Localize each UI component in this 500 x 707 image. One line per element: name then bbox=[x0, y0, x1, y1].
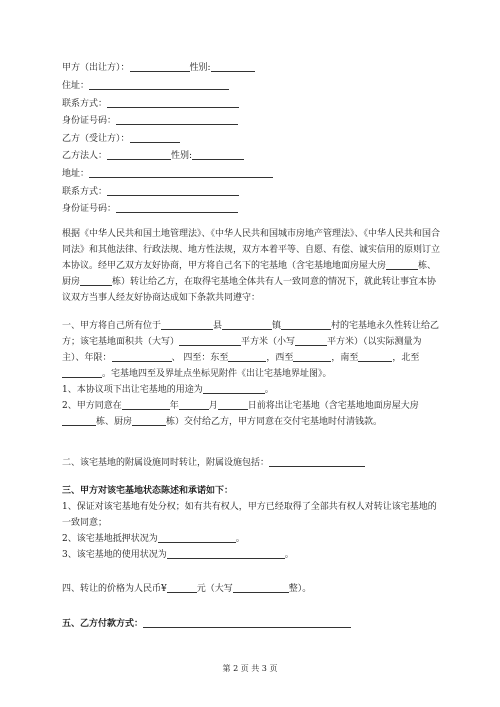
section3-title: 三、甲方对该宅基地状态陈述和承诺如下： bbox=[62, 486, 234, 496]
party-b-legal-label: 乙方法人： bbox=[62, 151, 108, 161]
section1-item2-f: 栋）交付给乙方，甲方同意在交付宅基地时付清钱款。 bbox=[166, 417, 383, 427]
section1-text-j: ，北至 bbox=[392, 353, 420, 363]
party-a-address-line bbox=[62, 79, 229, 92]
section4-text-b: 元（大写 bbox=[196, 584, 233, 594]
section1-west-blank[interactable] bbox=[293, 351, 331, 362]
section3-item3-end: 。 bbox=[284, 550, 294, 560]
section1-term-blank[interactable] bbox=[112, 351, 172, 362]
section3-item2-end: 。 bbox=[235, 534, 245, 544]
intro-kitchen-count-blank[interactable] bbox=[80, 275, 112, 286]
party-a-id-label: 身份证号码： bbox=[62, 116, 117, 126]
section2-text: 二、该宅基地的附属设施同时转让，附属设施包括： bbox=[62, 458, 270, 468]
party-a-name-label: 甲方（出让方）： bbox=[62, 63, 130, 73]
party-b-name-line bbox=[62, 132, 180, 145]
party-b-name-blank[interactable] bbox=[130, 132, 180, 143]
section1-area-lower-blank[interactable] bbox=[295, 335, 327, 346]
section1-north-blank[interactable] bbox=[62, 367, 102, 378]
intro-text-2: 栋、厨房 bbox=[62, 261, 437, 287]
section-3 bbox=[62, 483, 440, 563]
party-a-name-blank[interactable] bbox=[130, 61, 190, 72]
section1-text-k: 。宅基地四至及界址点坐标见附件《出让宅基地界址图》。 bbox=[102, 369, 332, 379]
party-a-contact-line bbox=[62, 97, 239, 110]
section5-text: 五、乙方付款方式： bbox=[62, 619, 144, 629]
section-2 bbox=[62, 456, 365, 469]
section3-usage-blank[interactable] bbox=[167, 548, 285, 559]
party-a-id-line bbox=[62, 114, 238, 127]
party-a-id-blank[interactable] bbox=[116, 114, 238, 125]
section1-text-e: 平方米（小写 bbox=[241, 337, 296, 347]
party-b-legal-line bbox=[62, 149, 244, 162]
party-b-name-label: 乙方（受让方）： bbox=[62, 134, 130, 144]
section1-item2-e: 栋、厨房 bbox=[96, 417, 133, 427]
section4-price-blank[interactable] bbox=[167, 582, 197, 593]
section1-item2-b: 年 bbox=[169, 401, 179, 411]
section3-mortgage-blank[interactable] bbox=[158, 532, 236, 543]
section1-text-h: ，西至 bbox=[266, 353, 294, 363]
section1-usage-blank[interactable] bbox=[203, 383, 265, 394]
section4-price-upper-blank[interactable] bbox=[233, 582, 289, 593]
party-a-gender-label: 性别: bbox=[189, 63, 211, 73]
section5-payment-blank[interactable] bbox=[143, 617, 351, 628]
section1-year-blank[interactable] bbox=[122, 399, 170, 410]
section3-item1: 1、保证对该宅基地有处分权；如有共有权人，甲方已经取得了全部共有权人对转让该宅基地的一致同意； bbox=[62, 502, 437, 528]
section1-text-g: 、 四至：东至 bbox=[171, 353, 229, 363]
section1-town-blank[interactable] bbox=[222, 319, 272, 330]
intro-house-count-blank[interactable] bbox=[386, 259, 418, 270]
section1-item1-end: 。 bbox=[264, 385, 274, 395]
section1-text-f: 平方米）（以实际测量为主）、年限： bbox=[62, 337, 422, 363]
party-b-address-line bbox=[62, 167, 273, 180]
section1-month-blank[interactable] bbox=[179, 399, 209, 410]
section4-text-c: 整）。 bbox=[288, 584, 312, 594]
intro-paragraph bbox=[62, 226, 440, 306]
party-b-contact-blank[interactable] bbox=[107, 185, 239, 196]
section1-area-upper-blank[interactable] bbox=[179, 335, 241, 346]
intro-text-1: 根据《中华人民共和国土地管理法》、《中华人民共和国城市房地产管理法》、《中华人民共和国合同法》和其他法律、行政法规、地方性法规，双方本着平等、自愿、有偿、诚实信用的原则订立本协议。经甲乙双方友好协商，甲方将自己名下的宅基地（含宅基地地面房屋大房 bbox=[62, 229, 441, 271]
section1-text-d: 村的宅基地永久性转让给乙方；该宅基地面积共（大写） bbox=[62, 321, 440, 347]
party-a-gender-blank[interactable] bbox=[211, 61, 255, 72]
section1-text-a: 一、甲方将自己所有位于 bbox=[62, 321, 162, 331]
section2-facilities-blank[interactable] bbox=[269, 456, 365, 467]
party-b-address-blank[interactable] bbox=[89, 167, 273, 178]
section1-item2-d: 日前将出让宅基地（含宅基地地面房屋大房 bbox=[247, 401, 419, 411]
section1-item2-kitchen-blank[interactable] bbox=[132, 415, 166, 426]
party-a-address-label: 住址： bbox=[62, 81, 90, 91]
section1-text-i: ，南至 bbox=[331, 353, 359, 363]
section1-day-blank[interactable] bbox=[218, 399, 248, 410]
party-a-name-line bbox=[62, 61, 255, 74]
party-b-id-label: 身份证号码： bbox=[62, 204, 117, 214]
section1-item2-c: 月 bbox=[208, 401, 218, 411]
section1-south-blank[interactable] bbox=[358, 351, 392, 362]
party-b-gender-label: 性别: bbox=[171, 151, 193, 161]
party-a-contact-blank[interactable] bbox=[107, 97, 239, 108]
section1-item1: 1、本协议项下出让宅基地的用途为 bbox=[62, 385, 203, 395]
page-footer: 第 2 页 共 3 页 bbox=[222, 664, 278, 673]
intro-text-3: 栋）转让给乙方，在取得宅基地全体共有人一致同意的情况下，就此转让事宜本协议双方当事人经友好协商达成如下条款共同遵守： bbox=[62, 277, 437, 303]
section3-item2: 2、该宅基地抵押状况为 bbox=[62, 534, 158, 544]
section1-text-c: 镇 bbox=[272, 321, 282, 331]
section-4 bbox=[62, 582, 311, 595]
section1-county-blank[interactable] bbox=[161, 319, 213, 330]
section1-east-blank[interactable] bbox=[228, 351, 266, 362]
section3-item3: 3、该宅基地的使用状况为 bbox=[62, 550, 167, 560]
section-1 bbox=[62, 318, 440, 430]
party-b-gender-blank[interactable] bbox=[192, 149, 244, 160]
party-a-address-blank[interactable] bbox=[89, 79, 229, 90]
party-b-id-blank[interactable] bbox=[116, 202, 238, 213]
party-b-id-line bbox=[62, 202, 238, 215]
party-b-address-label: 地址： bbox=[62, 169, 90, 179]
section1-item2-house-blank[interactable] bbox=[62, 415, 96, 426]
section1-text-b: 县 bbox=[213, 321, 223, 331]
party-b-contact-label: 联系方式： bbox=[62, 187, 108, 197]
section1-village-blank[interactable] bbox=[281, 319, 331, 330]
section1-item2-a: 2、甲方同意在 bbox=[62, 401, 122, 411]
party-b-legal-blank[interactable] bbox=[107, 149, 171, 160]
party-a-contact-label: 联系方式： bbox=[62, 99, 108, 109]
section4-text-a: 四、转让的价格为人民币¥ bbox=[62, 584, 167, 594]
section-5 bbox=[62, 617, 351, 630]
party-b-contact-line bbox=[62, 185, 239, 198]
